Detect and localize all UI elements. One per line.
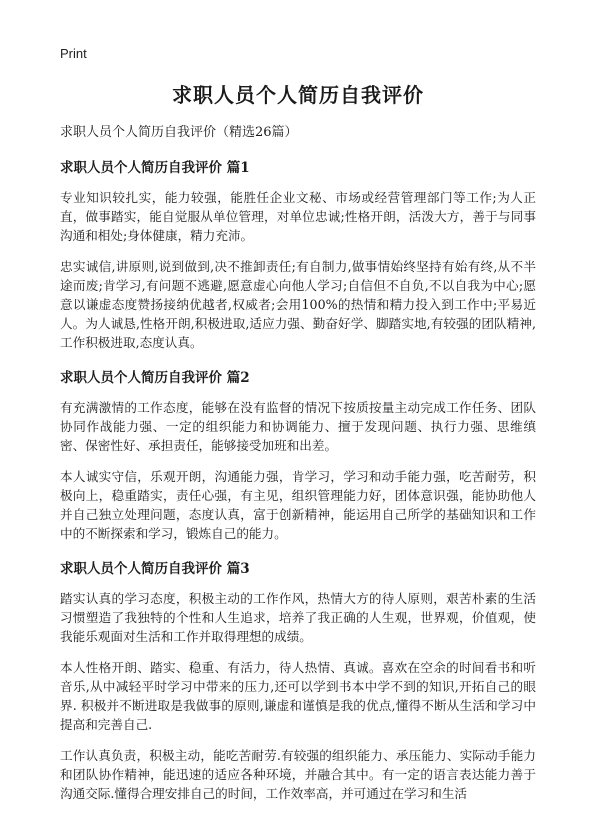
paragraph: 工作认真负责，积极主动，能吃苦耐劳.有较强的组织能力、承压能力、实际动手能力和团队协作精神，能迅速的适应各种环境，并融合其中。有一定的语言表达能力善于沟通交际.懂得合理安排自己的时间，工作效率高，并可通过在学习和生活 <box>60 748 536 801</box>
paragraph: 专业知识较扎实，能力较强，能胜任企业文秘、市场或经营管理部门等工作;为人正直，做事踏实，能自觉服从单位管理，对单位忠诚;性格开朗，活泼大方，善于与同事沟通和相处;身体健康，精力充沛。 <box>60 190 536 243</box>
section-3 <box>60 559 536 803</box>
section-heading: 求职人员个人简历自我评价 篇2 <box>60 370 250 386</box>
print-label: Print <box>60 46 87 61</box>
section-heading: 求职人员个人简历自我评价 篇3 <box>60 561 250 577</box>
paragraph: 踏实认真的学习态度，积极主动的工作作风，热情大方的待人原则，艰苦朴素的生活习惯塑造了我独特的个性和人生追求，培养了我正确的人生观，世界观，价值观，使我能乐观面对生活和工作并取得理想的成绩。 <box>60 591 536 644</box>
paragraph: 本人诚实守信，乐观开朗，沟通能力强，肯学习，学习和动手能力强，吃苦耐劳，积极向上，稳重踏实，责任心强，有主见，组织管理能力好，团体意识强，能协助他人并自己独立处理问题，态度认真，富于创新精神，能运用自己所学的基础知识和工作中的不断探索和学习，锻炼自己的能力。 <box>60 469 536 541</box>
paragraph: 忠实诚信,讲原则,说到做到,决不推卸责任;有自制力,做事情始终坚持有始有终,从不半途而废;肯学习,有问题不逃避,愿意虚心向他人学习;自信但不自负,不以自我为中心;愿意以谦虚态度赞扬接纳优越者,权威者;会用100%的热情和精力投入到工作中;平易近人。为人诚恳,性格开朗,积极进取,适应力强、勤奋好学、脚踏实地,有较强的团队精神,工作积极进取,态度认真。 <box>60 259 536 350</box>
section-1 <box>60 158 536 352</box>
section-2 <box>60 368 536 543</box>
section-heading: 求职人员个人简历自我评价 篇1 <box>60 160 250 176</box>
document-title: 求职人员个人简历自我评价 <box>172 83 424 107</box>
paragraph: 有充满激情的工作态度，能够在没有监督的情况下按质按量主动完成工作任务、团队协同作战能力强、一定的组织能力和协调能力、擅于发现问题、执行力强、思维缜密、保密性好、承担责任，能够接受加班和出差。 <box>60 400 536 453</box>
paragraph: 本人性格开朗、踏实、稳重、有活力，待人热情、真诚。喜欢在空余的时间看书和听音乐,从中减轻平时学习中带来的压力,还可以学到书本中学不到的知识,开拓自己的眼界. 积极并不断进取是我做事的原则,谦虚和谨慎是我的优点,懂得不断从生活和学习中提高和完善自己. <box>60 660 536 732</box>
document-subtitle: 求职人员个人简历自我评价（精选26篇） <box>60 125 298 140</box>
